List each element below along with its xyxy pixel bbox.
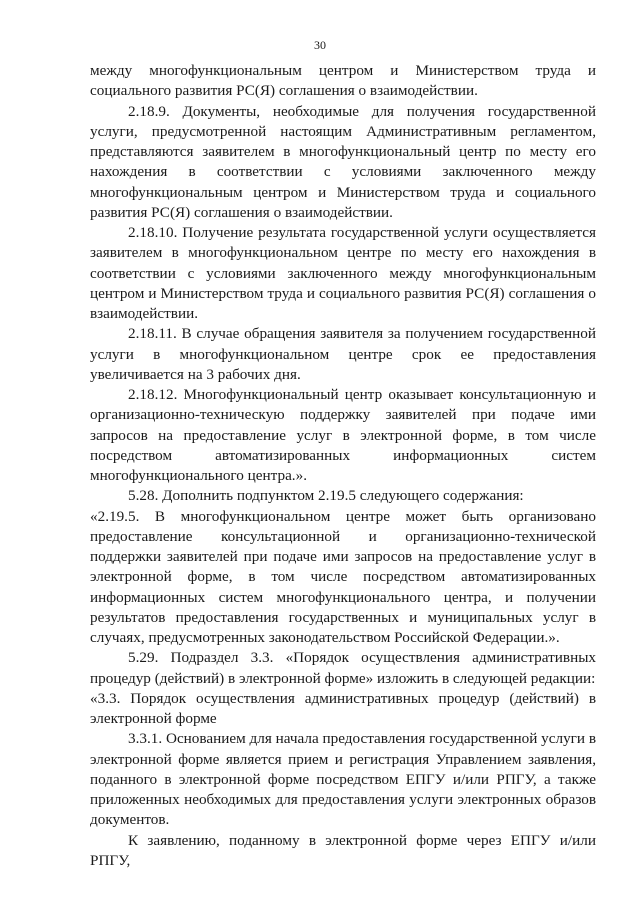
- page-number: 30: [314, 38, 326, 52]
- paragraph-2-18-9: 2.18.9. Документы, необходимые для получения государственной услуги, предусмотренной настоящим Административным регламентом, представляются заявителем в многофункциональный центр по месту его нахождения в соответствии с условиями заключенного между многофункциональным центром и Министерством труда и социального развития РС(Я) соглашения о взаимодействии.: [90, 102, 596, 221]
- paragraph-2-18-11: 2.18.11. В случае обращения заявителя за получением государственной услуги в многофункциональном центре срок ее предоставления увеличивается на 3 рабочих дня.: [90, 325, 596, 383]
- paragraph-3-3-heading: «3.3. Порядок осуществления административных процедур (действий) в электронной форме: [90, 689, 596, 727]
- document-body: [90, 61, 596, 871]
- paragraph-2-18-12: 2.18.12. Многофункциональный центр оказывает консультационную и организационно-техническую поддержку заявителей при подаче ими запросов на предоставление услуг в электронной форме, в том числе посредством автоматизированных информационных систем многофункционального центра.».: [90, 386, 596, 484]
- paragraph-2-19-5: «2.19.5. В многофункциональном центре может быть организовано предоставление консультационной и организационно-технической поддержки заявителей при подаче ими запросов на предоставление услуг в электронной форме, в том числе посредством автоматизированных информационных систем многофункционального центра, и получении результатов предоставления государственных и муниципальных услуг в случаях, предусмотренных законодательством Российской Федерации.».: [90, 507, 596, 646]
- paragraph-5-28: 5.28. Дополнить подпунктом 2.19.5 следующего содержания:: [128, 487, 524, 505]
- paragraph-5-29: 5.29. Подраздел 3.3. «Порядок осуществления административных процедур (действий) в электронной форме» изложить в следующей редакции:: [90, 649, 596, 687]
- paragraph-attachments: К заявлению, поданному в электронной форме через ЕПГУ и/или РПГУ,: [90, 831, 596, 869]
- paragraph-2-18-10: 2.18.10. Получение результата государственной услуги осуществляется заявителем в многофункциональном центре по месту его нахождения в соответствии с условиями заключенного между многофункциональным центром и Министерством труда и социального развития РС(Я) соглашения о взаимодействии.: [90, 224, 596, 322]
- paragraph-3-3-1: 3.3.1. Основанием для начала предоставления государственной услуги в электронной форме является прием и регистрация Управлением заявления, поданного в электронной форме посредством ЕПГУ и/или РПГУ, а также приложенных необходимых для предоставления услуги электронных образов документов.: [90, 730, 596, 829]
- paragraph-continuation: между многофункциональным центром и Министерством труда и социального развития РС(Я) соглашения о взаимодействии.: [90, 62, 596, 100]
